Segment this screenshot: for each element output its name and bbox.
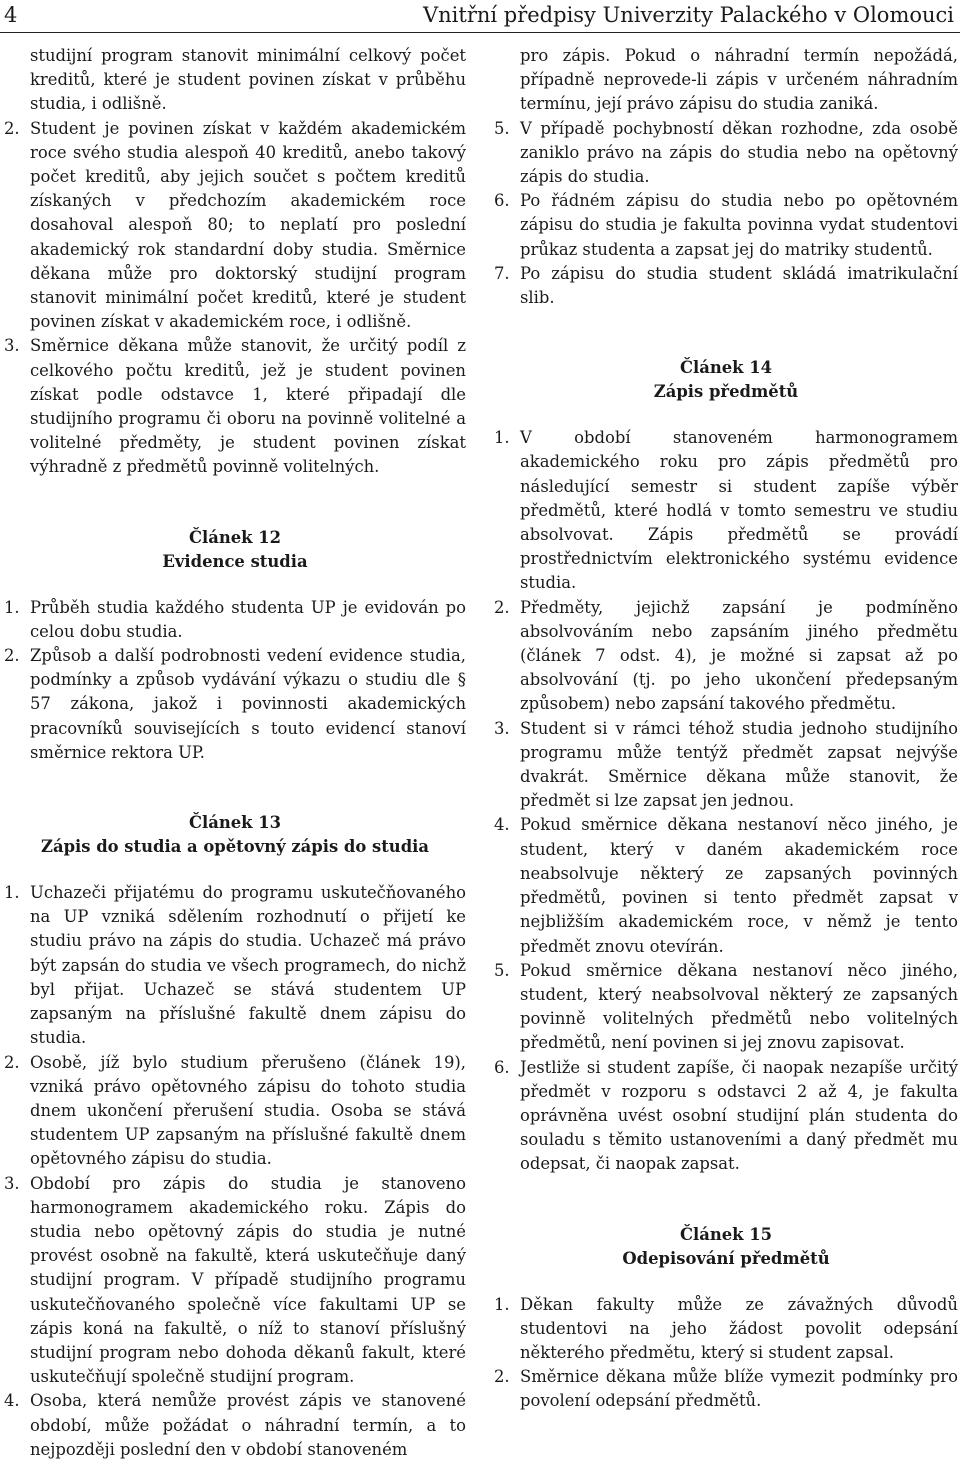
item-number: 2. <box>4 646 20 666</box>
article-14-heading <box>494 356 958 404</box>
item-text: Osoba, která nemůže provést zápis ve stanovené období, může požádat o náhradní termín, a to nejpozději poslední den v období stanoveném <box>30 1391 466 1459</box>
right-column <box>494 44 958 1414</box>
item-text: Období pro zápis do studia je stanoveno harmonogramem akademického roku. Zápis do studia nebo opětovný zápis do studia je nutné provést osobně na fakultě, která uskutečňuje daný studijní program. V případě studijního programu uskutečňovaného společně více fakultami UP se zápis koná na fakultě, o níž to stanoví příslušný studijní program nebo dohoda děkanů fakult, které uskutečňují společně studijní program. <box>30 1173 466 1387</box>
item-number: 4. <box>4 1391 20 1411</box>
list-item <box>4 334 466 479</box>
item-number: 5. <box>494 118 510 138</box>
item-number: 1. <box>494 1294 510 1314</box>
item-text: Jestliže si student zapíše, či naopak nezapíše určitý předmět v rozporu s odstavci 2 až 4, je fakulta oprávněna uvést osobní studijní plán studenta do souladu s těmito ustanoveními a daný předmět mu odepsat, či naopak zapsat. <box>520 1057 958 1174</box>
continued-paragraph: pro zápis. Pokud o náhradní termín nepožádá, případně neprovede-li zápis v určeném náhradním termínu, její právo zápisu do studia zaniká. <box>520 46 958 114</box>
item-number: 2. <box>494 597 510 617</box>
item-text: Směrnice děkana může blíže vymezit podmínky pro povolení odepsání předmětů. <box>520 1367 958 1411</box>
item-number: 3. <box>494 718 510 738</box>
item-number: 3. <box>4 1173 20 1193</box>
item-number: 1. <box>4 597 20 617</box>
item-text: Děkan fakulty může ze závažných důvodů studentovi na jeho žádost povolit odepsání některého předmětu, který si student zapsal. <box>520 1294 958 1362</box>
article-12-list <box>4 596 466 765</box>
item-text: Student je povinen získat v každém akademickém roce svého studia alespoň 40 kreditů, anebo takový počet kreditů, aby jejich součet s počtem kreditů získaných v předchozím akademickém roce dosahoval alespoň 80; to neplatí pro poslední akademický rok standardní doby studia. Směrnice děkana může pro doktorský studijní program stanovit minimální počet kreditů, které je student povinen získat v akademickém roce, i odlišně. <box>30 118 466 332</box>
left-column <box>4 44 466 1462</box>
item-text: Pokud směrnice děkana nestanoví něco jiného, je student, který v daném akademickém roce neabsolvuje některý ze zapsaných povinných předmětů, povinen si tento předmět zapsat v nejbližším akademickém roce, v němž je tento předmět znovu otevírán. <box>520 815 958 956</box>
list-item <box>494 1056 958 1177</box>
header-rule <box>0 32 960 33</box>
item-text: Po řádném zápisu do studia nebo po opětovném zápisu do studia je fakulta povinna vydat studentovi průkaz studenta a zapsat jej do matriky studentů. <box>520 191 958 259</box>
item-number: 5. <box>494 960 510 980</box>
continued-paragraph: studijní program stanovit minimální celkový počet kreditů, které je student povinen získat v průběhu studia, i odlišně. <box>30 46 466 114</box>
article-title: Odepisování předmětů <box>622 1248 830 1268</box>
item-number: 6. <box>494 1057 510 1077</box>
article-number: Článek 15 <box>679 1224 773 1244</box>
item-number: 2. <box>4 1052 20 1072</box>
article-title: Evidence studia <box>162 551 308 571</box>
list-item <box>4 1051 466 1172</box>
article11-list-continued <box>4 117 466 480</box>
article-13-heading <box>4 811 466 859</box>
article-15-list <box>494 1293 958 1414</box>
list-item <box>4 117 466 335</box>
article-number: Článek 13 <box>188 813 282 833</box>
article13-list-continued <box>494 117 958 311</box>
item-text: Uchazeči přijatému do programu uskutečňovaného na UP vzniká sdělením rozhodnutí o přijetí ke studiu právo na zápis do studia. Uchazeč má právo být zapsán do studia ve všech programech, do nichž byl přijat. Uchazeč se stává studentem UP zapsaným na příslušné fakultě dnem zápisu do studia. <box>30 883 466 1048</box>
item-text: Student si v rámci téhož studia jednoho studijního programu může tentýž předmět zapsat nejvýše dvakrát. Směrnice děkana může stanovit, že předmět si lze zapsat jen jednou. <box>520 718 958 811</box>
item-text: Pokud směrnice děkana nestanoví něco jiného, student, který neabsolvoval některý ze zapsaných povinně volitelných předmětů nebo volitelných předmětů, není povinen si jej znovu zapisovat. <box>520 960 958 1053</box>
list-item <box>4 1172 466 1390</box>
item-text: Směrnice děkana může stanovit, že určitý podíl z celkového počtu kreditů, jež je student povinen získat podle odstavce 1, které připadají dle studijního programu či oboru na povinně volitelné a volitelné předměty, je student povinen získat výhradně z předmětů povinně volitelných. <box>30 336 466 477</box>
item-number: 6. <box>494 191 510 211</box>
article-13-list <box>4 881 466 1462</box>
item-number: 1. <box>4 883 20 903</box>
item-text: Předměty, jejichž zapsání je podmíněno absolvováním nebo zapsáním jiného předmětu (článek 7 odst. 4), je možné si zapsat až po absolvování (tj. po jeho ukončení předepsaným způsobem) nebo zapsání takového předmětu. <box>520 597 958 714</box>
article-title: Zápis do studia a opětovný zápis do studia <box>40 837 430 857</box>
running-title: Vnitřní předpisy Univerzity Palackého v Olomouci <box>422 3 954 27</box>
item-text: Průběh studia každého studenta UP je evidován po celou dobu studia. <box>30 597 466 641</box>
item-text: V období stanoveném harmonogramem akademického roku pro zápis předmětů pro následující semestr si student zapíše výběr předmětů, které hodlá v tomto semestru ve studiu absolvovat. Zápis předmětů se provádí prostřednictvím elektronického systému evidence studia. <box>520 428 958 593</box>
article-15-heading <box>494 1223 958 1271</box>
item-number: 2. <box>4 118 20 138</box>
list-item <box>4 596 466 644</box>
list-item <box>4 644 466 765</box>
item-number: 4. <box>494 815 510 835</box>
list-item <box>494 1293 958 1366</box>
article-12-heading <box>4 526 466 574</box>
item-text: V případě pochybností děkan rozhodne, zda osobě zaniklo právo na zápis do studia nebo na opětovný zápis do studia. <box>520 118 958 187</box>
item-text: Způsob a další podrobnosti vedení evidence studia, podmínky a způsob vydávání výkazu o studiu dle § 57 zákona, jakož i povinnosti akademických pracovníků souvisejících s touto evidencí stanoví směrnice rektora UP. <box>30 646 466 762</box>
article-number: Článek 12 <box>188 527 282 547</box>
list-item <box>494 426 958 595</box>
article-title: Zápis předmětů <box>653 382 799 402</box>
list-item <box>494 117 958 190</box>
item-number: 2. <box>494 1367 510 1387</box>
item-text: Po zápisu do studia student skládá imatrikulační slib. <box>520 263 958 308</box>
list-item <box>494 813 958 958</box>
list-item <box>494 959 958 1056</box>
running-header <box>4 0 954 30</box>
item-number: 1. <box>494 428 510 448</box>
item-number: 3. <box>4 336 20 356</box>
page-number: 4 <box>4 3 18 27</box>
list-item <box>494 1365 958 1413</box>
article-number: Článek 14 <box>679 358 773 378</box>
item-text: Osobě, jíž bylo studium přerušeno (článek 19), vzniká právo opětovného zápisu do tohoto studia dnem ukončení přerušení studia. Osoba se stává studentem UP zapsaným na příslušné fakultě dnem opětovného zápisu do studia. <box>30 1052 466 1169</box>
list-item <box>4 881 466 1050</box>
list-item <box>494 262 958 310</box>
article-14-list <box>494 426 958 1176</box>
list-item <box>4 1389 466 1462</box>
item-number: 7. <box>494 263 510 283</box>
list-item <box>494 596 958 717</box>
list-item <box>494 189 958 262</box>
list-item <box>494 717 958 814</box>
